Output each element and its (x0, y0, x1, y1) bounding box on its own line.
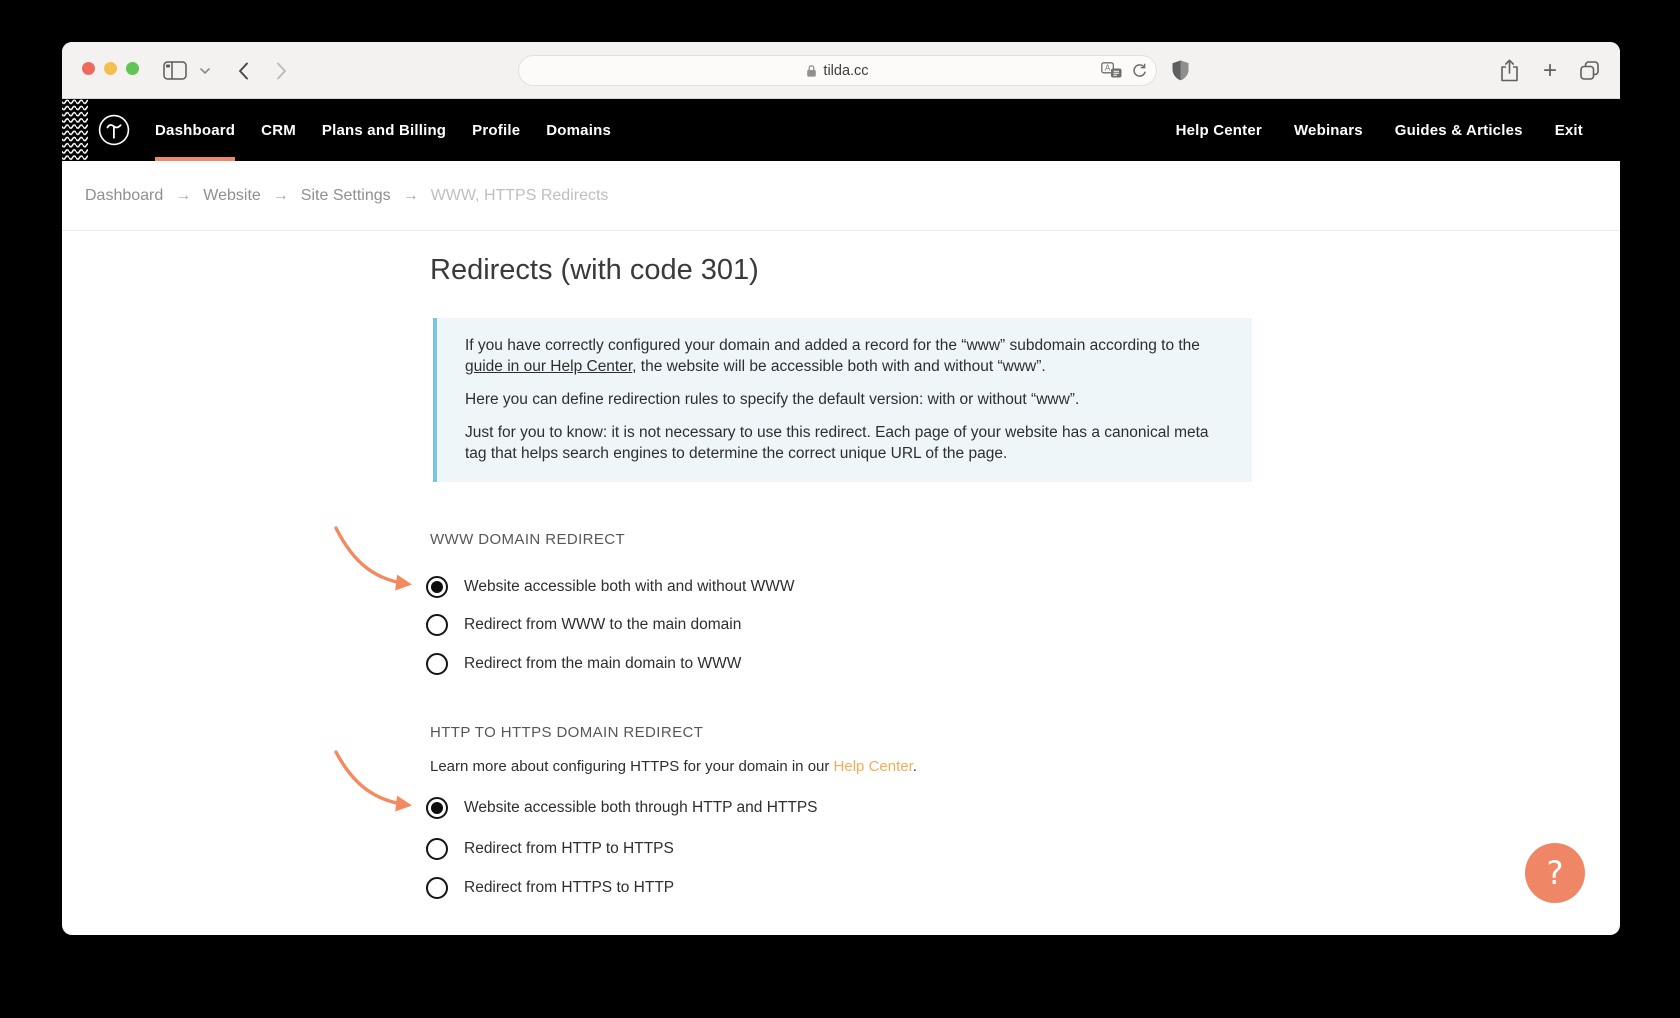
nav-item-profile[interactable]: Profile (472, 121, 521, 139)
nav-item-guides-articles[interactable]: Guides & Articles (1394, 121, 1523, 139)
share-icon[interactable] (1498, 42, 1520, 99)
help-fab-button[interactable] (1525, 843, 1585, 903)
nav-item-exit[interactable]: Exit (1554, 121, 1583, 139)
nav-item-crm[interactable]: CRM (261, 121, 296, 139)
radio-option-http-https-both[interactable]: Website accessible both through HTTP and HTTPS (426, 796, 818, 820)
tilda-navbar (62, 99, 1620, 161)
radio-option-http-to-https[interactable]: Redirect from HTTP to HTTPS (426, 837, 674, 861)
lock-icon (806, 64, 817, 78)
nav-item-help-center[interactable]: Help Center (1175, 121, 1262, 139)
page-title: Redirects (with code 301) (430, 254, 759, 286)
breadcrumb-site-settings[interactable]: Site Settings (300, 186, 391, 204)
url-text: tilda.cc (823, 62, 869, 79)
forward-button[interactable] (272, 42, 290, 99)
breadcrumb-separator: → (175, 186, 192, 204)
breadcrumb-current: WWW, HTTPS Redirects (430, 186, 609, 204)
radio-option-https-to-http[interactable]: Redirect from HTTPS to HTTP (426, 876, 674, 900)
radio-option-www-both[interactable]: Website accessible both with and without WWW (426, 575, 795, 599)
info-box (433, 318, 1252, 482)
https-redirect-section-label: HTTP TO HTTPS DOMAIN REDIRECT (430, 724, 704, 741)
info-paragraph-2: Here you can define redirection rules to specify the default version: with or without “www”. (465, 391, 1080, 408)
info-paragraph-3: Just for you to know: it is not necessary to use this redirect. Each page of your website has a canonical meta tag that helps search engines to determine the correct unique URL of the page. (465, 424, 1209, 462)
nav-item-domains[interactable]: Domains (546, 121, 611, 139)
minimize-window-button[interactable] (104, 62, 117, 75)
radio-option-main-to-www[interactable]: Redirect from the main domain to WWW (426, 652, 741, 676)
plus-icon: + (1542, 56, 1557, 84)
nav-item-webinars[interactable]: Webinars (1293, 121, 1363, 139)
guide-help-center-link[interactable]: guide in our Help Center (465, 358, 633, 375)
reload-icon[interactable] (1131, 56, 1147, 85)
close-window-button[interactable] (82, 62, 95, 75)
sidebar-toggle-icon[interactable] (162, 42, 188, 99)
breadcrumb-separator: → (402, 186, 419, 204)
translate-icon[interactable] (1101, 56, 1122, 85)
tilda-logo[interactable] (98, 114, 130, 151)
radio-icon[interactable] (426, 838, 448, 860)
browser-window (62, 42, 1620, 935)
chevron-down-icon[interactable] (198, 42, 212, 99)
nav-item-dashboard[interactable]: Dashboard (155, 99, 235, 161)
browser-toolbar (62, 42, 1620, 99)
new-tab-button[interactable] (1539, 42, 1561, 99)
nav-menu-right (1176, 99, 1583, 161)
https-hint-text: Learn more about configuring HTTPS for your domain in our Help Center. (430, 758, 917, 775)
privacy-shield-icon[interactable] (1170, 42, 1190, 99)
breadcrumb-separator: → (272, 186, 289, 204)
address-bar[interactable] (518, 55, 1157, 86)
svg-text:A: A (1104, 63, 1111, 73)
annotation-arrow-www (320, 520, 440, 605)
www-redirect-section-label: WWW DOMAIN REDIRECT (430, 531, 626, 548)
nav-menu (155, 99, 611, 161)
breadcrumb (62, 161, 1620, 231)
annotation-arrow-https (320, 744, 440, 829)
radio-icon[interactable] (426, 797, 448, 819)
back-button[interactable] (234, 42, 252, 99)
breadcrumb-dashboard[interactable]: Dashboard (85, 186, 164, 204)
info-paragraph-1: If you have correctly configured your domain and added a record for the “www” subdomain according to the guide in our Help Center, the website will be accessible both with and without “www”. (465, 337, 1200, 375)
radio-option-www-to-main[interactable]: Redirect from WWW to the main domain (426, 613, 741, 637)
tab-overview-icon[interactable] (1577, 42, 1601, 99)
help-center-link[interactable]: Help Center (833, 758, 913, 775)
zoom-window-button[interactable] (126, 62, 139, 75)
breadcrumb-website[interactable]: Website (203, 186, 261, 204)
radio-icon[interactable] (426, 614, 448, 636)
nav-item-plans-and-billing[interactable]: Plans and Billing (321, 121, 447, 139)
radio-icon[interactable] (426, 877, 448, 899)
zigzag-pattern-decoration (62, 99, 90, 161)
radio-icon[interactable] (426, 576, 448, 598)
question-mark-icon: ? (1546, 854, 1564, 892)
radio-icon[interactable] (426, 653, 448, 675)
